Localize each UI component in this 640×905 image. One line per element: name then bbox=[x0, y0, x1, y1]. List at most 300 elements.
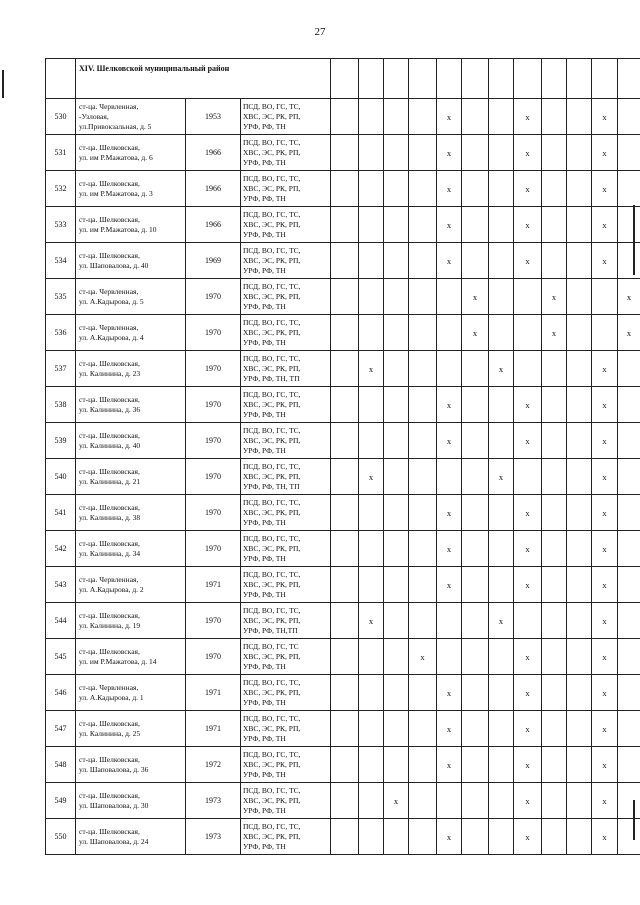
mark-cell bbox=[567, 315, 592, 351]
address-line: ст-ца. Шелковская, bbox=[79, 358, 140, 368]
mark-cell: x bbox=[514, 99, 542, 135]
mark-cell bbox=[567, 243, 592, 279]
mark-cell bbox=[409, 279, 437, 315]
mark-cell bbox=[384, 423, 409, 459]
mark-cell bbox=[409, 171, 437, 207]
address-cell bbox=[76, 711, 186, 747]
row-number: 531 bbox=[46, 135, 76, 171]
works-line: ХВС, ЭС, РК, РП, bbox=[243, 327, 301, 337]
mark-cell bbox=[462, 711, 489, 747]
mark-cell bbox=[359, 711, 384, 747]
works-cell bbox=[241, 171, 331, 207]
works-cell bbox=[241, 567, 331, 603]
table-row bbox=[46, 639, 640, 675]
works-line: ХВС, ЭС, РК, РП, bbox=[243, 759, 301, 769]
works-line: УРФ, РФ, ТН bbox=[243, 121, 286, 131]
address-cell bbox=[76, 351, 186, 387]
mark-cell bbox=[409, 495, 437, 531]
mark-cell bbox=[409, 711, 437, 747]
mark-cell bbox=[331, 747, 359, 783]
mark-cell bbox=[542, 351, 567, 387]
works-line: ХВС, ЭС, РК, РП, bbox=[243, 291, 301, 301]
works-line: УРФ, РФ, ТН bbox=[243, 445, 286, 455]
mark-cell: x bbox=[514, 495, 542, 531]
mark-cell bbox=[462, 243, 489, 279]
mark-cell bbox=[331, 171, 359, 207]
mark-cell bbox=[331, 315, 359, 351]
address-cell bbox=[76, 315, 186, 351]
mark-cell bbox=[567, 387, 592, 423]
mark-cell bbox=[542, 819, 567, 855]
row-number: 536 bbox=[46, 315, 76, 351]
table-row bbox=[46, 603, 640, 639]
mark-cell bbox=[359, 567, 384, 603]
mark-cell: x bbox=[618, 279, 640, 315]
row-number: 542 bbox=[46, 531, 76, 567]
address-cell bbox=[76, 747, 186, 783]
year-cell: 1966 bbox=[186, 207, 241, 243]
mark-cell bbox=[567, 747, 592, 783]
mark-cell bbox=[331, 279, 359, 315]
mark-cell bbox=[489, 315, 514, 351]
mark-cell bbox=[409, 567, 437, 603]
works-line: ПСД, ВО, ГС, ТС, bbox=[243, 605, 301, 615]
works-line: УРФ, РФ, ТН bbox=[243, 553, 286, 563]
address-line: ул. Шаповалова, д. 40 bbox=[79, 260, 149, 270]
mark-cell bbox=[567, 495, 592, 531]
mark-cell bbox=[567, 423, 592, 459]
mark-cell bbox=[618, 351, 640, 387]
table-row bbox=[46, 531, 640, 567]
mark-cell: x bbox=[514, 207, 542, 243]
works-line: ПСД, ВО, ГС, ТС, bbox=[243, 785, 301, 795]
mark-cell bbox=[618, 711, 640, 747]
mark-cell: x bbox=[592, 459, 618, 495]
table-row bbox=[46, 351, 640, 387]
mark-cell bbox=[567, 459, 592, 495]
address-line: ст-ца. Шелковская, bbox=[79, 502, 140, 512]
mark-cell bbox=[384, 531, 409, 567]
mark-cell: x bbox=[592, 495, 618, 531]
year-cell: 1970 bbox=[186, 387, 241, 423]
address-cell bbox=[76, 135, 186, 171]
address-line: ул. Шаповалова, д. 36 bbox=[79, 764, 149, 774]
works-line: УРФ, РФ, ТН bbox=[243, 697, 286, 707]
mark-cell bbox=[489, 207, 514, 243]
mark-cell bbox=[567, 819, 592, 855]
mark-cell: x bbox=[437, 747, 462, 783]
mark-cell bbox=[359, 531, 384, 567]
table-row bbox=[46, 171, 640, 207]
address-line: ст-ца. Шелковская, bbox=[79, 538, 140, 548]
mark-cell bbox=[331, 207, 359, 243]
mark-cell bbox=[514, 279, 542, 315]
mark-cell bbox=[567, 675, 592, 711]
mark-cell bbox=[409, 459, 437, 495]
mark-cell: x bbox=[437, 495, 462, 531]
works-line: ХВС, ЭС, РК, РП, bbox=[243, 471, 301, 481]
works-cell bbox=[241, 783, 331, 819]
mark-cell: x bbox=[592, 243, 618, 279]
mark-cell bbox=[409, 315, 437, 351]
table-row bbox=[46, 135, 640, 171]
mark-cell bbox=[542, 711, 567, 747]
mark-cell bbox=[618, 423, 640, 459]
mark-cell bbox=[384, 135, 409, 171]
mark-cell bbox=[618, 783, 640, 819]
mark-cell: x bbox=[514, 531, 542, 567]
mark-cell bbox=[489, 819, 514, 855]
works-cell bbox=[241, 531, 331, 567]
year-cell: 1970 bbox=[186, 459, 241, 495]
mark-cell bbox=[618, 207, 640, 243]
mark-cell: x bbox=[359, 351, 384, 387]
mark-cell bbox=[618, 531, 640, 567]
works-line: УРФ, РФ, ТН bbox=[243, 409, 286, 419]
table-row bbox=[46, 675, 640, 711]
mark-cell bbox=[567, 603, 592, 639]
address-line: ул. Калинина, д. 23 bbox=[79, 368, 141, 378]
mark-cell bbox=[384, 603, 409, 639]
mark-cell bbox=[489, 567, 514, 603]
row-number: 533 bbox=[46, 207, 76, 243]
mark-cell bbox=[462, 459, 489, 495]
mark-cell bbox=[462, 603, 489, 639]
mark-cell bbox=[462, 675, 489, 711]
mark-cell bbox=[384, 315, 409, 351]
mark-cell bbox=[359, 747, 384, 783]
mark-cell bbox=[462, 495, 489, 531]
works-line: ПСД, ВО, ГС, ТС, bbox=[243, 209, 301, 219]
mark-cell bbox=[384, 351, 409, 387]
registry-body bbox=[46, 59, 640, 855]
mark-cell: x bbox=[462, 315, 489, 351]
mark-cell bbox=[409, 243, 437, 279]
mark-cell: x bbox=[437, 567, 462, 603]
table-row bbox=[46, 495, 640, 531]
mark-cell bbox=[618, 603, 640, 639]
mark-cell bbox=[542, 243, 567, 279]
table-row bbox=[46, 387, 640, 423]
mark-cell bbox=[331, 387, 359, 423]
page-number: 27 bbox=[314, 26, 326, 38]
row-number: 544 bbox=[46, 603, 76, 639]
table-row bbox=[46, 315, 640, 351]
mark-cell bbox=[489, 243, 514, 279]
year-cell: 1971 bbox=[186, 675, 241, 711]
mark-cell bbox=[331, 675, 359, 711]
works-line: ПСД, ВО, ГС, ТС, bbox=[243, 137, 301, 147]
address-line: ул. А.Кадырова, д. 2 bbox=[79, 584, 144, 594]
mark-cell bbox=[409, 99, 437, 135]
address-cell bbox=[76, 819, 186, 855]
works-cell bbox=[241, 387, 331, 423]
mark-cell bbox=[409, 531, 437, 567]
mark-cell: x bbox=[592, 171, 618, 207]
mark-cell: x bbox=[489, 459, 514, 495]
works-line: ПСД, ВО, ГС, ТС, bbox=[243, 245, 301, 255]
mark-cell: x bbox=[592, 387, 618, 423]
address-cell bbox=[76, 279, 186, 315]
works-cell bbox=[241, 675, 331, 711]
mark-cell: x bbox=[592, 603, 618, 639]
mark-cell bbox=[462, 387, 489, 423]
mark-cell bbox=[514, 351, 542, 387]
works-line: УРФ, РФ, ТН bbox=[243, 841, 286, 851]
address-line: ст-ца. Шелковская, bbox=[79, 394, 140, 404]
mark-cell bbox=[331, 459, 359, 495]
mark-cell: x bbox=[437, 531, 462, 567]
works-cell bbox=[241, 603, 331, 639]
mark-cell bbox=[462, 567, 489, 603]
mark-cell bbox=[462, 639, 489, 675]
address-line: ул.Привокзальная, д. 5 bbox=[79, 121, 152, 131]
mark-cell bbox=[489, 783, 514, 819]
works-line: ХВС, ЭС, РК, РП, bbox=[243, 507, 301, 517]
address-line: ул. Калинина, д. 21 bbox=[79, 476, 141, 486]
address-line: ул. Калинина, д. 34 bbox=[79, 548, 141, 558]
works-line: УРФ, РФ, ТН bbox=[243, 265, 286, 275]
mark-cell bbox=[489, 711, 514, 747]
works-line: УРФ, РФ, ТН bbox=[243, 193, 286, 203]
mark-cell: x bbox=[437, 171, 462, 207]
row-number: 537 bbox=[46, 351, 76, 387]
mark-cell bbox=[567, 531, 592, 567]
address-line: ст-ца. Шелковская, bbox=[79, 250, 140, 260]
mark-cell bbox=[618, 171, 640, 207]
mark-cell: x bbox=[592, 135, 618, 171]
works-line: ХВС, ЭС, РК, РП, bbox=[243, 579, 301, 589]
section-title: XIV. Шелковской муниципальный район bbox=[76, 59, 331, 99]
mark-cell bbox=[567, 567, 592, 603]
row-number: 534 bbox=[46, 243, 76, 279]
mark-cell bbox=[359, 387, 384, 423]
works-line: ХВС, ЭС, РК, РП, bbox=[243, 543, 301, 553]
mark-cell bbox=[462, 423, 489, 459]
works-line: ПСД, ВО, ГС, ТС, bbox=[243, 317, 301, 327]
works-line: ХВС, ЭС, РК, РП, bbox=[243, 435, 301, 445]
mark-cell bbox=[384, 711, 409, 747]
mark-cell bbox=[542, 495, 567, 531]
mark-cell bbox=[409, 207, 437, 243]
address-cell bbox=[76, 99, 186, 135]
works-line: ХВС, ЭС, РК, РП, bbox=[243, 651, 301, 661]
address-line: ст-ца. Червленная, bbox=[79, 322, 139, 332]
works-line: ХВС, ЭС, РК, РП, bbox=[243, 147, 301, 157]
works-cell bbox=[241, 423, 331, 459]
address-line: ул. Калинина, д. 19 bbox=[79, 620, 141, 630]
mark-cell bbox=[618, 459, 640, 495]
works-line: ПСД, ВО, ГС, ТС, bbox=[243, 569, 301, 579]
works-cell bbox=[241, 459, 331, 495]
year-cell: 1973 bbox=[186, 783, 241, 819]
mark-cell bbox=[359, 207, 384, 243]
year-cell: 1973 bbox=[186, 819, 241, 855]
mark-cell bbox=[514, 459, 542, 495]
address-line: ст-ца. Шелковская, bbox=[79, 142, 140, 152]
mark-cell bbox=[489, 171, 514, 207]
mark-cell bbox=[331, 819, 359, 855]
address-line: ул. им Р.Мажатова, д. 10 bbox=[79, 224, 157, 234]
mark-cell bbox=[514, 603, 542, 639]
address-line: ст-ца. Шелковская, bbox=[79, 610, 140, 620]
works-line: УРФ, РФ, ТН bbox=[243, 337, 286, 347]
works-line: ПСД, ВО, ГС, ТС, bbox=[243, 533, 301, 543]
works-line: ПСД, ВО, ГС, ТС, bbox=[243, 281, 301, 291]
mark-cell bbox=[384, 459, 409, 495]
address-cell bbox=[76, 171, 186, 207]
mark-cell: x bbox=[592, 351, 618, 387]
works-line: ХВС, ЭС, РК, РП, bbox=[243, 183, 301, 193]
mark-cell bbox=[542, 783, 567, 819]
works-line: УРФ, РФ, ТН,ТП bbox=[243, 625, 298, 635]
address-cell bbox=[76, 639, 186, 675]
mark-cell bbox=[462, 135, 489, 171]
mark-cell bbox=[462, 531, 489, 567]
address-line: ул. А.Кадырова, д. 1 bbox=[79, 692, 144, 702]
address-cell bbox=[76, 459, 186, 495]
address-line: ст-ца. Червленная, bbox=[79, 682, 139, 692]
table-row bbox=[46, 279, 640, 315]
mark-cell bbox=[437, 639, 462, 675]
year-cell: 1970 bbox=[186, 315, 241, 351]
mark-cell bbox=[592, 279, 618, 315]
mark-cell bbox=[437, 603, 462, 639]
mark-cell: x bbox=[542, 315, 567, 351]
mark-cell bbox=[542, 207, 567, 243]
row-number: 540 bbox=[46, 459, 76, 495]
address-line: ст-ца. Шелковская, bbox=[79, 466, 140, 476]
mark-cell bbox=[384, 279, 409, 315]
year-cell: 1971 bbox=[186, 711, 241, 747]
mark-cell bbox=[331, 531, 359, 567]
mark-cell bbox=[489, 135, 514, 171]
mark-cell bbox=[489, 747, 514, 783]
mark-cell bbox=[462, 171, 489, 207]
mark-cell bbox=[618, 819, 640, 855]
row-number: 547 bbox=[46, 711, 76, 747]
mark-cell bbox=[331, 135, 359, 171]
works-line: ПСД, ВО, ГС, ТС, bbox=[243, 389, 301, 399]
mark-cell bbox=[618, 243, 640, 279]
row-number: 530 bbox=[46, 99, 76, 135]
works-line: ПСД, ВО, ГС, ТС bbox=[243, 641, 299, 651]
mark-cell bbox=[384, 639, 409, 675]
mark-cell bbox=[489, 387, 514, 423]
works-line: УРФ, РФ, ТН bbox=[243, 589, 286, 599]
mark-cell: x bbox=[592, 819, 618, 855]
mark-cell: x bbox=[437, 675, 462, 711]
mark-cell bbox=[384, 207, 409, 243]
mark-cell: x bbox=[514, 423, 542, 459]
address-cell bbox=[76, 243, 186, 279]
mark-cell bbox=[331, 99, 359, 135]
mark-cell bbox=[542, 675, 567, 711]
address-cell bbox=[76, 531, 186, 567]
works-line: УРФ, РФ, ТН bbox=[243, 517, 286, 527]
section-header-row bbox=[46, 59, 640, 99]
row-number: 535 bbox=[46, 279, 76, 315]
year-cell: 1971 bbox=[186, 567, 241, 603]
works-line: ПСД, ВО, ГС, ТС, bbox=[243, 101, 301, 111]
address-cell bbox=[76, 567, 186, 603]
mark-cell bbox=[462, 99, 489, 135]
mark-cell bbox=[359, 819, 384, 855]
mark-cell: x bbox=[592, 747, 618, 783]
housing-registry-table bbox=[45, 58, 640, 855]
address-line: ул. им Р.Мажатова, д. 14 bbox=[79, 656, 157, 666]
mark-cell bbox=[359, 171, 384, 207]
mark-cell bbox=[462, 819, 489, 855]
works-cell bbox=[241, 135, 331, 171]
mark-cell bbox=[384, 747, 409, 783]
works-line: ПСД, ВО, ГС, ТС, bbox=[243, 461, 301, 471]
year-cell: 1970 bbox=[186, 603, 241, 639]
mark-cell: x bbox=[592, 207, 618, 243]
table-row bbox=[46, 567, 640, 603]
mark-cell bbox=[462, 351, 489, 387]
year-cell: 1970 bbox=[186, 423, 241, 459]
works-line: ПСД, ВО, ГС, ТС, bbox=[243, 713, 301, 723]
works-cell bbox=[241, 207, 331, 243]
mark-cell bbox=[542, 99, 567, 135]
address-cell bbox=[76, 387, 186, 423]
table-row bbox=[46, 459, 640, 495]
row-number: 539 bbox=[46, 423, 76, 459]
mark-cell bbox=[331, 243, 359, 279]
year-cell: 1970 bbox=[186, 279, 241, 315]
works-line: ПСД, ВО, ГС, ТС, bbox=[243, 749, 301, 759]
mark-cell bbox=[409, 351, 437, 387]
mark-cell bbox=[437, 279, 462, 315]
works-line: ХВС, ЭС, РК, РП, bbox=[243, 831, 301, 841]
mark-cell bbox=[489, 279, 514, 315]
year-cell: 1953 bbox=[186, 99, 241, 135]
mark-cell bbox=[618, 387, 640, 423]
mark-cell: x bbox=[437, 135, 462, 171]
year-cell: 1970 bbox=[186, 531, 241, 567]
address-line: ст-ца. Шелковская, bbox=[79, 178, 140, 188]
mark-cell bbox=[409, 675, 437, 711]
mark-cell bbox=[618, 99, 640, 135]
address-line: ул. Шаповалова, д. 24 bbox=[79, 836, 149, 846]
mark-cell: x bbox=[437, 387, 462, 423]
table-row bbox=[46, 423, 640, 459]
address-cell bbox=[76, 207, 186, 243]
mark-cell bbox=[489, 639, 514, 675]
works-line: ХВС, ЭС, РК, РП, bbox=[243, 219, 301, 229]
mark-cell bbox=[384, 675, 409, 711]
mark-cell bbox=[409, 603, 437, 639]
works-line: ХВС, ЭС, РК, РП, bbox=[243, 723, 301, 733]
works-line: ПСД, ВО, ГС, ТС, bbox=[243, 173, 301, 183]
mark-cell: x bbox=[514, 639, 542, 675]
mark-cell bbox=[409, 135, 437, 171]
mark-cell bbox=[409, 819, 437, 855]
address-line: ул. А.Кадырова, д. 4 bbox=[79, 332, 144, 342]
mark-cell: x bbox=[437, 99, 462, 135]
works-line: УРФ, РФ, ТН, ТП bbox=[243, 481, 300, 491]
address-line: ул. Шаповалова, д. 30 bbox=[79, 800, 149, 810]
mark-cell bbox=[437, 351, 462, 387]
mark-cell bbox=[592, 315, 618, 351]
mark-cell bbox=[331, 423, 359, 459]
address-line: ст-ца. Шелковская, bbox=[79, 718, 140, 728]
mark-cell bbox=[359, 675, 384, 711]
works-line: УРФ, РФ, ТН, ТП bbox=[243, 373, 300, 383]
works-cell bbox=[241, 99, 331, 135]
mark-cell bbox=[489, 495, 514, 531]
